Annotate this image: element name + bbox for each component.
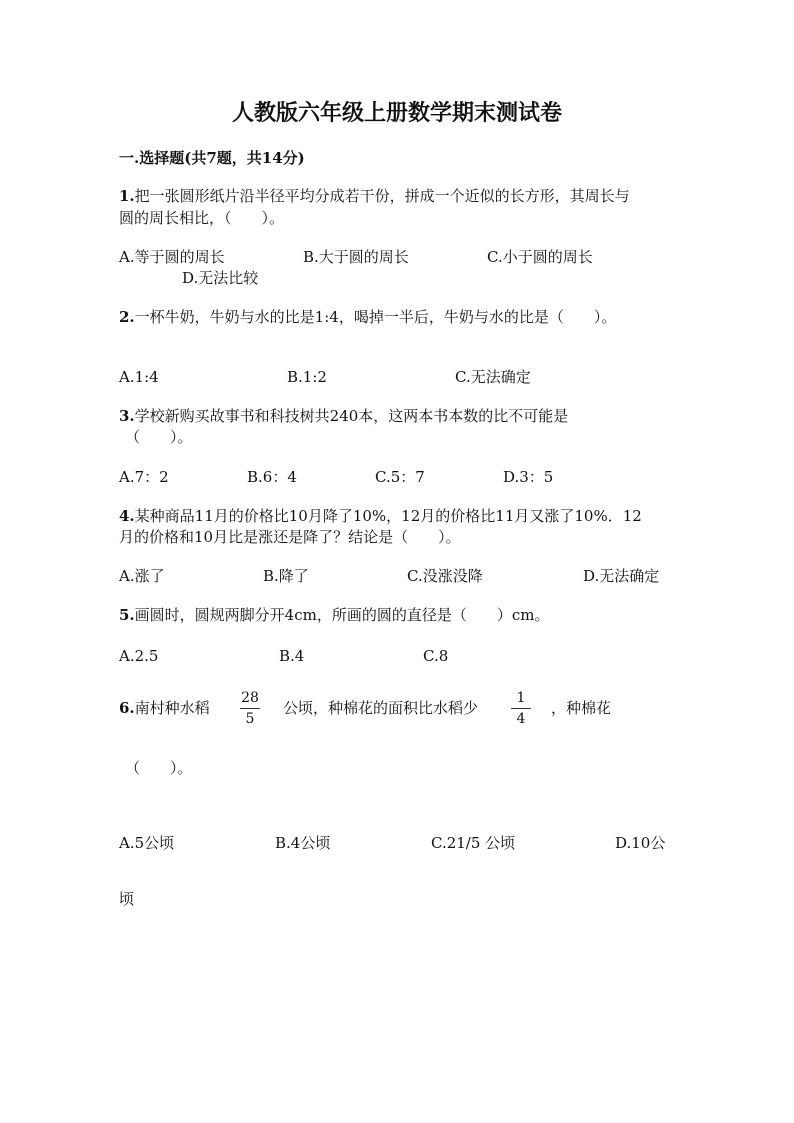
question-6-text-part1: 南村种水稻 (134, 699, 210, 717)
question-3-option-b[interactable]: B.6：4 (247, 468, 297, 486)
question-2-option-b[interactable]: B.1:2 (287, 368, 327, 386)
fraction-1-over-4 (509, 690, 533, 727)
question-6-option-d-wrap: 顷 (119, 890, 135, 908)
question-6-option-c[interactable]: C.21/5 公顷 (431, 834, 516, 852)
question-4-number: 4. (119, 507, 135, 525)
question-5-option-b[interactable]: B.4 (279, 647, 305, 665)
question-1-option-d[interactable]: D.无法比较 (182, 269, 259, 287)
question-3-text: 学校新购买故事书和科技树共240本，这两本书本数的比不可能是 (134, 407, 569, 425)
question-3-option-d[interactable]: D.3：5 (503, 468, 554, 486)
question-6-text-part2: 公顷，种棉花的面积比水稻少 (283, 699, 479, 717)
question-2-number: 2. (119, 308, 135, 326)
question-5-option-c[interactable]: C.8 (423, 647, 449, 665)
question-2-option-a[interactable]: A.1:4 (119, 368, 159, 386)
question-1-line2: 圆的周长相比，（ ）。 (119, 209, 285, 227)
question-3-option-c[interactable]: C.5：7 (375, 468, 425, 486)
question-4-text: 某种商品11月的价格比10月降了10%，12月的价格比11月又涨了10%．12 (134, 507, 642, 525)
question-6-text-part3: ，种棉花 (551, 699, 612, 717)
question-1-option-a[interactable]: A.等于圆的周长 (119, 248, 225, 266)
page-title: 人教版六年级上册数学期末测试卷 (231, 100, 562, 126)
question-6-option-b[interactable]: B.4公顷 (275, 834, 331, 852)
question-1-option-b[interactable]: B.大于圆的周长 (303, 248, 409, 266)
question-3-line1 (119, 406, 568, 426)
question-4-option-c[interactable]: C.没涨没降 (407, 567, 483, 585)
fraction-bar (240, 708, 260, 709)
question-1-line1 (119, 186, 630, 206)
section-heading: 一.选择题(共7题，共14分) (119, 149, 305, 167)
fraction-denominator: 5 (245, 711, 255, 727)
question-4-line1 (119, 506, 642, 526)
question-4-line2: 月的价格和10月比是涨还是降了？结论是（ ）。 (119, 528, 461, 546)
question-4-option-b[interactable]: B.降了 (263, 567, 309, 585)
question-5-option-a[interactable]: A.2.5 (119, 647, 159, 665)
question-1-option-c[interactable]: C.小于圆的周长 (487, 248, 593, 266)
fraction-denominator: 4 (516, 711, 526, 727)
question-4-option-d[interactable]: D.无法确定 (583, 567, 660, 585)
question-2-line1 (119, 307, 616, 327)
question-1-number: 1. (119, 187, 135, 205)
question-3-line2: （ ）。 (125, 428, 193, 446)
question-6-line1 (119, 698, 210, 718)
question-6-option-a[interactable]: A.5公顷 (119, 834, 175, 852)
fraction-numerator: 28 (241, 690, 259, 706)
fraction-bar (511, 708, 531, 709)
question-3-option-a[interactable]: A.7：2 (119, 468, 169, 486)
question-5-number: 5. (119, 606, 135, 624)
question-4-option-a[interactable]: A.涨了 (119, 567, 165, 585)
question-3-number: 3. (119, 407, 135, 425)
question-6-line2: （ ）。 (125, 759, 193, 777)
question-2-text: 一杯牛奶，牛奶与水的比是1:4，喝掉一半后，牛奶与水的比是（ ）。 (134, 308, 617, 326)
fraction-28-over-5 (238, 690, 262, 727)
question-2-option-c[interactable]: C.无法确定 (455, 368, 531, 386)
fraction-numerator: 1 (516, 690, 526, 706)
question-6-number: 6. (119, 699, 135, 717)
question-1-text: 把一张圆形纸片沿半径平均分成若干份，拼成一个近似的长方形，其周长与 (134, 187, 630, 205)
question-5-text: 画圆时，圆规两脚分开4cm，所画的圆的直径是（ ）cm。 (134, 606, 550, 624)
question-5-line1 (119, 605, 549, 625)
question-6-option-d[interactable]: D.10公 (615, 834, 666, 852)
